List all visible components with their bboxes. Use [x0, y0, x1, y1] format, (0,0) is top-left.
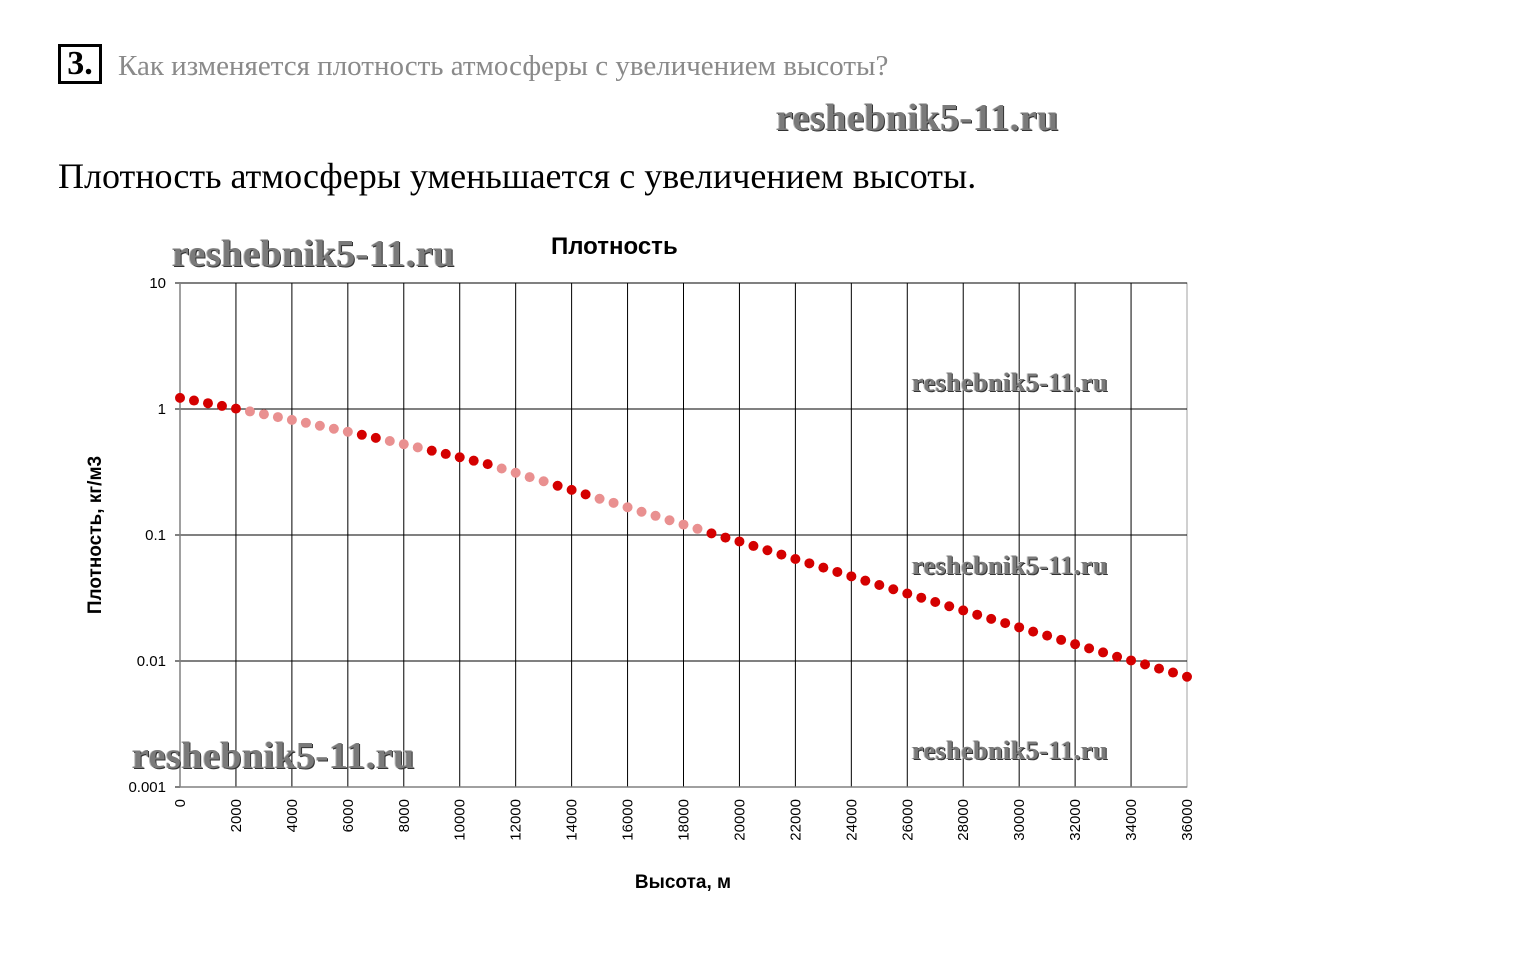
data-point [469, 456, 479, 466]
x-tick-label: 12000 [507, 799, 525, 841]
data-point [651, 511, 661, 521]
y-tick-label: 0.1 [145, 527, 166, 544]
data-point [706, 528, 716, 538]
data-point [679, 520, 689, 530]
data-point [1112, 652, 1122, 662]
data-point [902, 589, 912, 599]
data-point [958, 605, 968, 615]
data-point [888, 584, 898, 594]
data-point [175, 393, 185, 403]
data-point [553, 481, 563, 491]
data-point [720, 533, 730, 543]
data-point [1154, 664, 1164, 674]
data-point [371, 433, 381, 443]
data-point [1098, 647, 1108, 657]
chart-title: Плотность [551, 233, 678, 260]
x-tick-label: 32000 [1067, 799, 1085, 841]
data-point [567, 485, 577, 495]
data-point [832, 567, 842, 577]
data-point [189, 396, 199, 406]
data-point [986, 614, 996, 624]
data-point [637, 507, 647, 517]
data-point [385, 436, 395, 446]
data-point [273, 412, 283, 422]
y-tick-label: 0.001 [128, 779, 166, 796]
data-point [231, 404, 241, 414]
x-tick-label: 22000 [787, 799, 805, 841]
question-number: 3. [58, 44, 102, 84]
data-point [1042, 631, 1052, 641]
x-tick-label: 0 [172, 799, 189, 808]
x-tick-label: 2000 [227, 799, 245, 833]
x-tick-label: 14000 [563, 799, 581, 841]
answer-text: Плотность атмосферы уменьшается с увеличением высоты. [58, 156, 977, 196]
data-point [525, 472, 535, 482]
data-point [972, 610, 982, 620]
data-point [357, 430, 367, 440]
data-point [1084, 643, 1094, 653]
data-point [1014, 622, 1024, 632]
data-point [413, 442, 423, 452]
data-point [301, 418, 311, 428]
data-point [497, 464, 507, 474]
x-tick-label: 8000 [395, 799, 413, 833]
data-point [818, 563, 828, 573]
data-point [1056, 635, 1066, 645]
data-point [1140, 659, 1150, 669]
data-point [1000, 618, 1010, 628]
data-point [245, 406, 255, 416]
x-tick-label: 16000 [619, 799, 637, 841]
data-point [203, 398, 213, 408]
data-point [511, 468, 521, 478]
watermark: reshebnik5-11.ru [172, 233, 455, 275]
x-tick-label: 20000 [731, 799, 749, 841]
data-point [399, 439, 409, 449]
watermark: reshebnik5-11.ru [776, 97, 1059, 139]
data-point [846, 571, 856, 581]
data-point [609, 498, 619, 508]
data-point [441, 449, 451, 459]
data-point [1070, 639, 1080, 649]
data-point [329, 424, 339, 434]
data-point [860, 576, 870, 586]
watermark: reshebnik5-11.ru [912, 551, 1109, 580]
x-tick-label: 6000 [339, 799, 357, 833]
data-point [427, 446, 437, 456]
data-point [287, 415, 297, 425]
data-point [455, 452, 465, 462]
data-point [217, 401, 227, 411]
y-tick-labels [128, 275, 166, 796]
question-text: Как изменяется плотность атмосферы с увеличением высоты? [118, 50, 889, 82]
y-axis-label: Плотность, кг/м3 [85, 455, 106, 615]
data-point [874, 580, 884, 590]
x-tick-labels [172, 799, 1196, 841]
watermark: reshebnik5-11.ru [912, 368, 1109, 397]
data-point [665, 515, 675, 525]
data-point [623, 502, 633, 512]
data-point [1182, 672, 1192, 682]
data-point [930, 597, 940, 607]
x-tick-label: 28000 [955, 799, 973, 841]
x-tick-label: 10000 [451, 799, 469, 841]
data-point [1126, 655, 1136, 665]
x-tick-label: 4000 [283, 799, 301, 833]
x-tick-label: 30000 [1011, 799, 1029, 841]
data-point [259, 409, 269, 419]
watermark: reshebnik5-11.ru [132, 735, 415, 777]
data-point [343, 427, 353, 437]
data-point [762, 545, 772, 555]
data-point [776, 550, 786, 560]
x-axis-label: Высота, м [634, 872, 732, 893]
data-point [944, 601, 954, 611]
data-point [581, 489, 591, 499]
data-point [539, 476, 549, 486]
data-point [734, 536, 744, 546]
data-point [315, 421, 325, 431]
data-point [1168, 668, 1178, 678]
x-tick-label: 26000 [899, 799, 917, 841]
x-tick-label: 24000 [843, 799, 861, 841]
x-tick-label: 18000 [675, 799, 693, 841]
y-tick-label: 1 [157, 401, 166, 418]
x-tick-label: 36000 [1179, 799, 1196, 841]
y-tick-label: 10 [149, 275, 166, 292]
data-point [483, 459, 493, 469]
x-tick-label: 34000 [1123, 799, 1141, 841]
y-tick-label: 0.01 [136, 653, 166, 670]
data-point [804, 558, 814, 568]
data-point [790, 554, 800, 564]
data-point [916, 593, 926, 603]
watermark: reshebnik5-11.ru [912, 736, 1109, 765]
data-point [1028, 627, 1038, 637]
data-point [692, 524, 702, 534]
data-point [595, 494, 605, 504]
data-point [748, 541, 758, 551]
